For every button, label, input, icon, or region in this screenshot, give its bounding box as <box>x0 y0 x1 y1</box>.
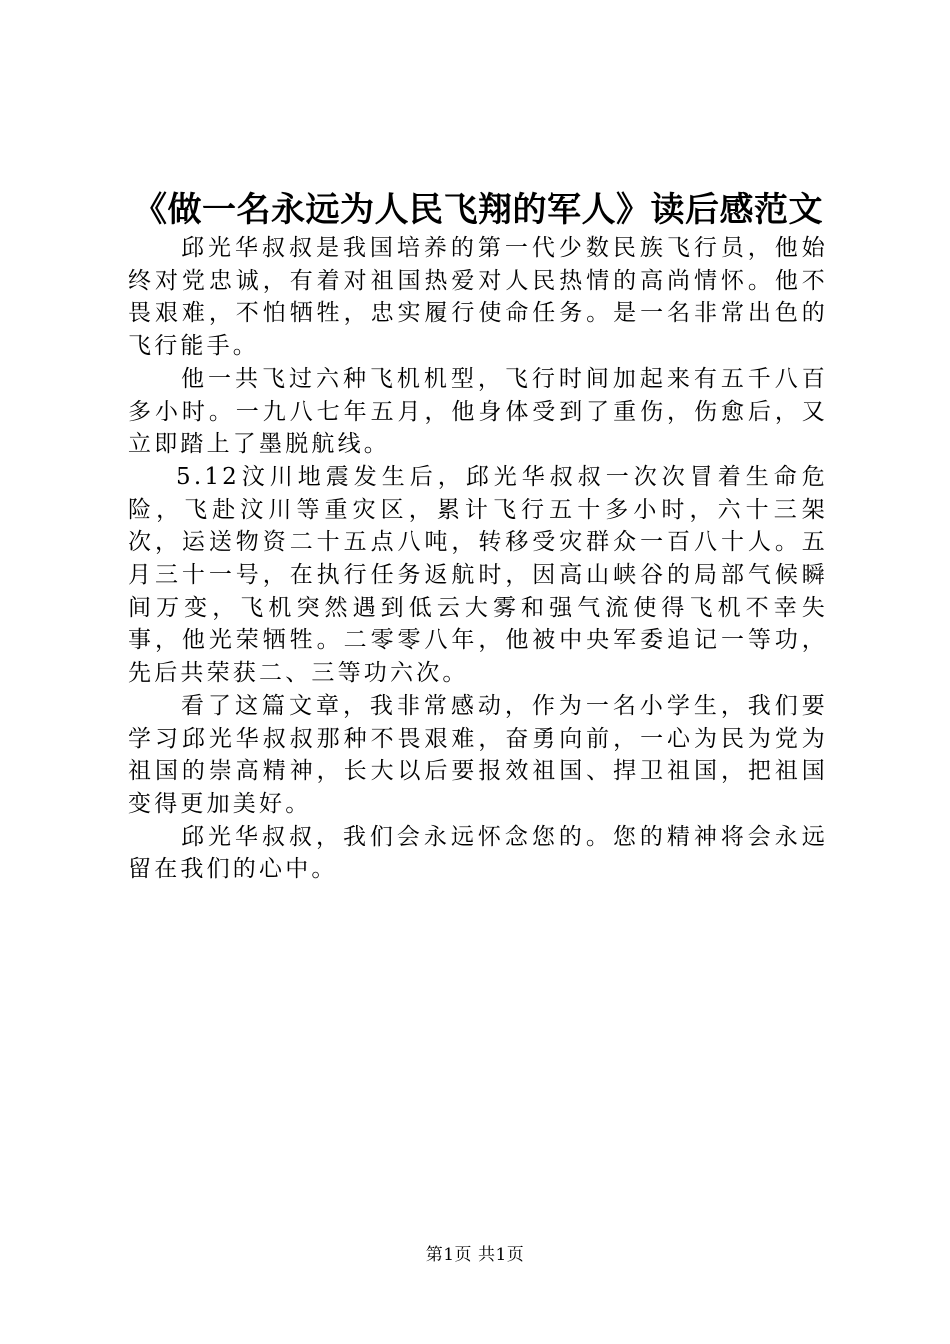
document-title: 《做一名永远为人民飞翔的军人》读后感范文 <box>133 190 823 230</box>
paragraph-3: 5.12汶川地震发生后，邱光华叔叔一次次冒着生命危险，飞赴汶川等重灾区，累计飞行五十多小时，六十三架次，运送物资二十五点八吨，转移受灾群众一百八十人。五月三十一号，在执行任务返航时，因高山峡谷的局部气候瞬间万变，飞机突然遇到低云大雾和强气流使得飞机不幸失事，他光荣牺牲。二零零八年，他被中央军委追记一等功，先后共荣获二、三等功六次。 <box>128 463 828 687</box>
paragraph-1: 邱光华叔叔是我国培养的第一代少数民族飞行员，他始终对党忠诚，有着对祖国热爱对人民热情的高尚情怀。他不畏艰难，不怕牺牲，忠实履行使命任务。是一名非常出色的飞行能手。 <box>128 235 828 360</box>
paragraph-5: 邱光华叔叔，我们会永远怀念您的。您的精神将会永远留在我们的心中。 <box>128 823 828 883</box>
paragraph-2: 他一共飞过六种飞机机型，飞行时间加起来有五千八百多小时。一九八七年五月，他身体受到了重伤，伤愈后，又立即踏上了墨脱航线。 <box>128 365 828 458</box>
paragraph-4: 看了这篇文章，我非常感动，作为一名小学生，我们要学习邱光华叔叔那种不畏艰难，奋勇向前，一心为民为党为祖国的崇高精神，长大以后要报效祖国、捍卫祖国，把祖国变得更加美好。 <box>128 692 828 817</box>
page-number-footer: 第1页 共1页 <box>425 1245 525 1265</box>
document-body <box>128 232 828 886</box>
